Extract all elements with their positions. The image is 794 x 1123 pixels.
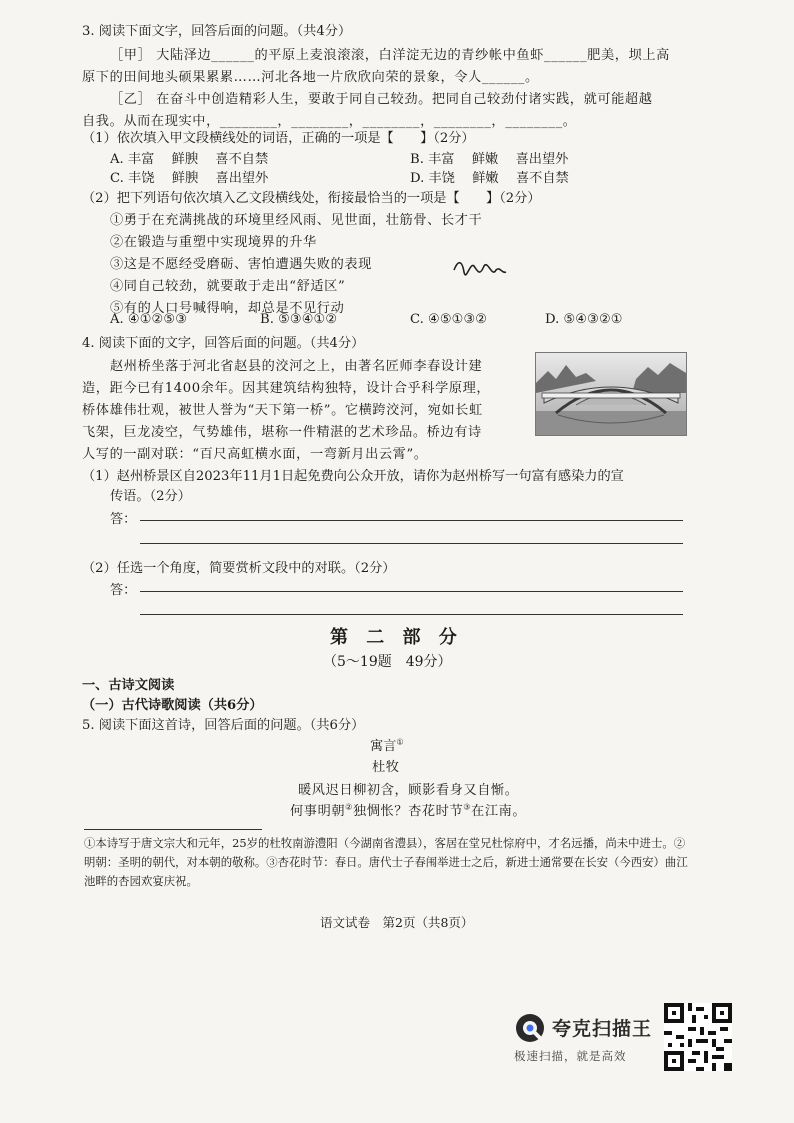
- q3-sub1: （1）依次填入甲文段横线处的词语，正确的一项是【 】（2分）: [82, 131, 475, 146]
- quark-logo-icon: [514, 1012, 546, 1044]
- q4-passage-line2: 造，距今已有1400余年。因其建筑结构独特，设计合乎科学原理，: [82, 381, 491, 396]
- part2-title: 第 二 部 分: [330, 627, 463, 648]
- q3-sub1-option-d: D. 丰饶 鲜嫩 喜不自禁: [410, 171, 569, 186]
- q3-sub2-option-d: D. ⑤④③②①: [545, 312, 623, 327]
- q3-sentence-1: ①勇于在充满挑战的环境里经风雨、见世面，壮筋骨、长才干: [110, 213, 483, 228]
- q4-sub2-answer-label: 答：: [110, 583, 137, 598]
- brand-name: 夸克扫描王: [552, 1018, 653, 1040]
- poem-line-2-part-a: 何事明朝: [290, 804, 346, 819]
- part2-subtitle: （5～19题 49分）: [323, 654, 452, 670]
- q3-sentence-4: ④同自己较劲，就要敢于走出“舒适区”: [110, 279, 346, 294]
- poem-title: [370, 735, 404, 754]
- q3-sub1-option-c: C. 丰饶 鲜腴 喜出望外: [110, 171, 269, 186]
- q4-sub1-answer-line-1[interactable]: [140, 520, 683, 521]
- zhaozhou-bridge-photo: [535, 352, 687, 436]
- q4-sub2-answer-line-1[interactable]: [140, 591, 683, 592]
- q3-sub2-option-b: B. ⑤③④①②: [260, 312, 338, 327]
- q3-sub1-option-b: B. 丰富 鲜嫩 喜出望外: [410, 152, 569, 167]
- q4-heading: 4. 阅读下面的文字，回答后面的问题。（共4分）: [82, 336, 365, 351]
- q4-passage-line3: 桥体雄伟壮观，被世人誉为“天下第一桥”。它横跨洨河，宛如长虹: [82, 403, 483, 418]
- q3-sub2: （2）把下列语句依次填入乙文段横线处，衔接最恰当的一项是【 】（2分）: [82, 191, 541, 206]
- poem-line-2-part-b: 独惆怅？杏花时节: [352, 804, 464, 819]
- q3-sub2-option-c: C. ④⑤①③②: [410, 312, 488, 327]
- q4-sub1-answer-label: 答：: [110, 512, 137, 527]
- handwritten-scribble: [452, 260, 508, 282]
- q4-sub1-line2: 传语。（2分）: [110, 489, 191, 504]
- qr-code: [664, 1003, 732, 1071]
- q4-passage-line1: 赵州桥坐落于河北省赵县的洨河之上，由著名匠师李春设计建: [110, 359, 483, 374]
- q3-yi-line1: ［乙］ 在奋斗中创造精彩人生，要敢于同自己较劲。把同自己较劲付诸实践，就可能超越: [110, 92, 653, 107]
- footnote-divider: [84, 829, 262, 830]
- brand-slogan: 极速扫描，就是高效: [514, 1049, 627, 1063]
- brand-watermark: [512, 1010, 662, 1070]
- page-footer: 语文试卷 第2页（共8页）: [320, 915, 474, 930]
- q5-heading: 5. 阅读下面这首诗，回答后面的问题。（共6分）: [82, 718, 365, 733]
- q3-heading: 3. 阅读下面文字，回答后面的问题。（共4分）: [82, 24, 352, 39]
- q4-passage-line4: 飞架，巨龙凌空，气势雄伟，堪称一件精湛的艺术珍品。桥边有诗: [82, 425, 482, 440]
- footnotes: ①本诗写于唐文宗大和元年，25岁的杜牧南游澧阳（今湖南省澧县），客居在堂兄杜悰府中，才名远播，尚未中进士。②明朝：圣明的朝代，对本朝的敬称。③杏花时节：春日。唐代士子春闱举进士之后，新进士通常要在长安（今西安）曲江池畔的杏园欢宴庆祝。: [84, 836, 688, 888]
- q3-sentence-2: ②在锻造与重塑中实现境界的升华: [110, 235, 317, 250]
- poem-title-text: 寓言: [370, 739, 397, 754]
- q4-sub2-answer-line-2[interactable]: [140, 614, 683, 615]
- q3-yi-line2: 自我。从而在现实中，________，________，________，________，________。: [82, 114, 577, 129]
- q3-sentence-3: ③这是不愿经受磨砺、害怕遭遇失败的表现: [110, 257, 372, 272]
- q3-sub1-option-a: A. 丰富 鲜腴 喜不自禁: [110, 152, 269, 167]
- section-heading: 一、古诗文阅读: [82, 678, 175, 693]
- poem-footnote-mark-3: ③: [463, 802, 472, 812]
- poem-footnote-mark-2: ②: [345, 802, 353, 812]
- poem-author: 杜牧: [372, 760, 400, 775]
- q3-sentence-5: ⑤有的人口号喊得响，却总是不见行动: [110, 301, 345, 316]
- q4-sub2: （2）任选一个角度，简要赏析文段中的对联。（2分）: [82, 561, 396, 576]
- poem-line-1: 暖风迟日柳初含，顾影看身又自惭。: [298, 783, 519, 798]
- poem-line-2-part-c: 在江南。: [471, 804, 527, 819]
- q4-passage-line5: 人写的一副对联：“百尺高虹横水面，一弯新月出云霄”。: [82, 447, 428, 462]
- q3-jia-line2: 原下的田间地头硕果累累……河北各地一片欣欣向荣的景象，令人______。: [82, 70, 539, 85]
- q4-sub1-line1: （1）赵州桥景区自2023年11月1日起免费向公众开放，请你为赵州桥写一句富有感染力的宣: [82, 469, 624, 484]
- q3-jia-line1: ［甲］ 大陆泽边______的平原上麦浪滚滚，白洋淀无边的青纱帐中鱼虾______肥美，坝上高: [110, 48, 670, 63]
- q3-sub2-option-a: A. ④①②⑤③: [110, 312, 188, 327]
- q4-sub1-answer-line-2[interactable]: [140, 543, 683, 544]
- poem-line-2: [290, 800, 526, 819]
- poem-title-footnote-mark: ①: [396, 737, 404, 747]
- subsection-heading: （一）古代诗歌阅读（共6分）: [82, 698, 263, 713]
